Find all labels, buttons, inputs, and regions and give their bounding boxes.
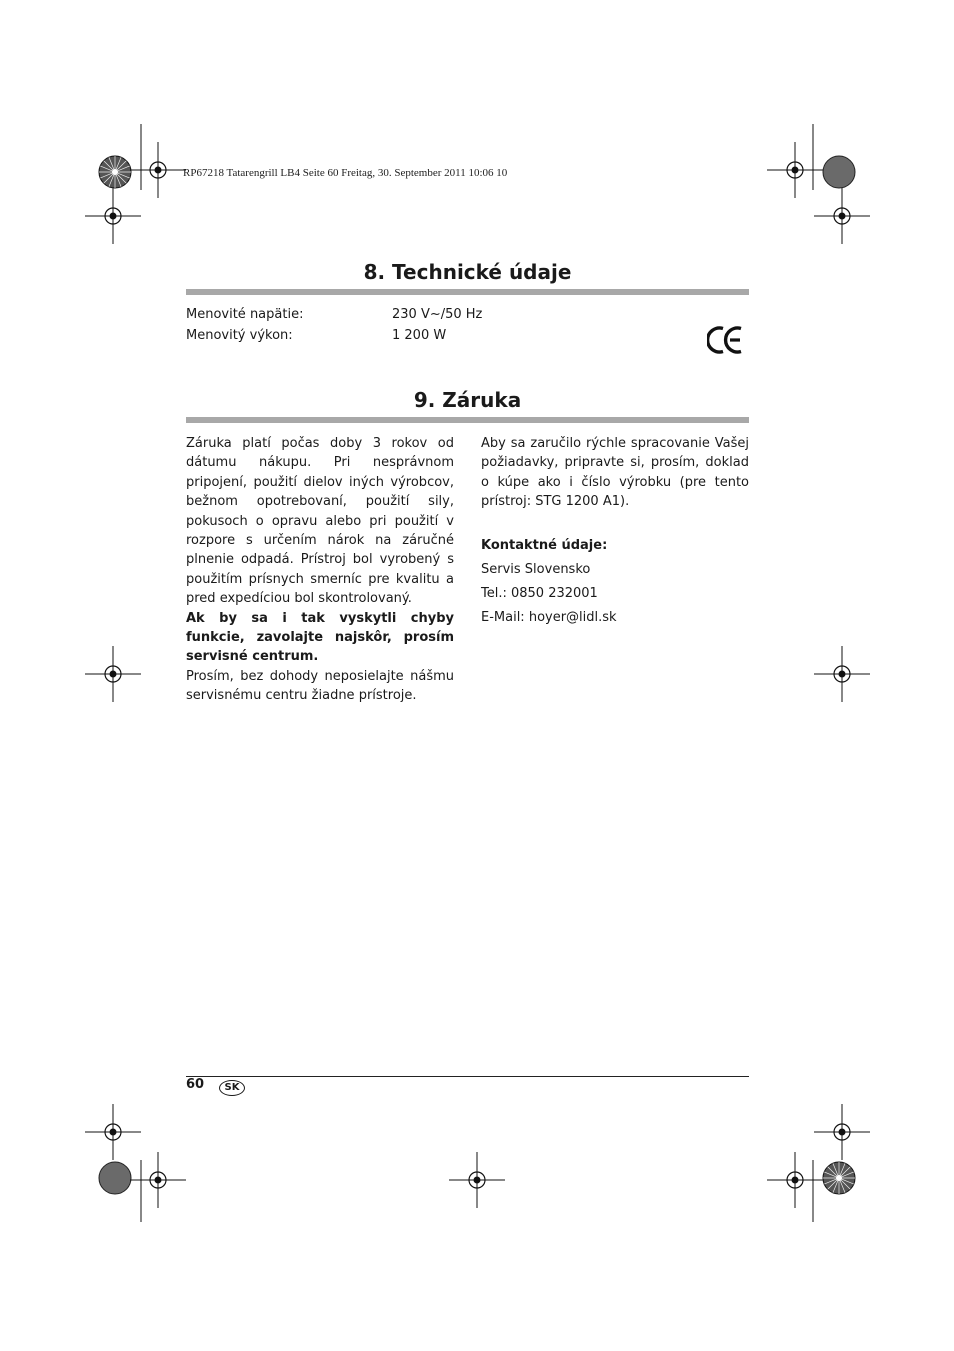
- print-slug: RP67218 Tatarengrill LB4 Seite 60 Freitag, 30. September 2011 10:06 10: [183, 167, 508, 179]
- warranty-bold-notice: Ak by sa i tak vyskytli chyby funkcie, zavolajte najskôr, prosím servisné centrum.: [186, 610, 454, 665]
- warranty-paragraph: Záruka platí počas doby 3 rokov od dátumu nákupu. Pri nesprávnom pripojení, použití dielov iných výrobcov, bežnom opotrebovaní, použití sily, pokusoch o opravu alebo pri použití v rozpore s určením nárok na záručné plnenie odpadá. Prístroj bol vyrobený s použitím prísnych smerníc pre kvalitu a pred expedíciou bol skontrolovaný.: [186, 436, 454, 607]
- request-paragraph: Aby sa zaručilo rýchle spracovanie Vašej požiadavky, pripravte si, prosím, doklad o kúpe ako i číslo výrobku (pre tento prístroj: STG 1200 A1).: [481, 436, 749, 510]
- section-8-rule: [186, 289, 749, 295]
- contact-heading: Kontaktné údaje:: [481, 537, 608, 553]
- warranty-shipping-notice: Prosím, bez dohody neposielajte nášmu servisnému centru žiadne prístroje.: [186, 668, 454, 704]
- section-9-title: 9. Záruka: [413, 388, 522, 412]
- spec-value-voltage: 230 V~/50 Hz: [392, 307, 483, 322]
- page-number: 60: [186, 1077, 205, 1092]
- spec-label-power: Menovitý výkon:: [186, 328, 293, 343]
- section-8-title: 8. Technické údaje: [363, 260, 572, 284]
- spec-value-power: 1 200 W: [392, 328, 447, 343]
- spec-label-voltage: Menovité napätie:: [186, 307, 304, 322]
- warranty-right-column: [481, 434, 749, 630]
- contact-tel: Tel.: 0850 232001: [481, 585, 598, 601]
- contact-service: Servis Slovensko: [481, 561, 591, 577]
- section-9-rule: [186, 417, 749, 423]
- warranty-left-column: [186, 434, 454, 706]
- language-badge: SK: [219, 1080, 245, 1096]
- contact-email: E-Mail: hoyer@lidl.sk: [481, 609, 617, 625]
- ce-mark-icon: [707, 324, 745, 356]
- footer-rule: [186, 1076, 749, 1077]
